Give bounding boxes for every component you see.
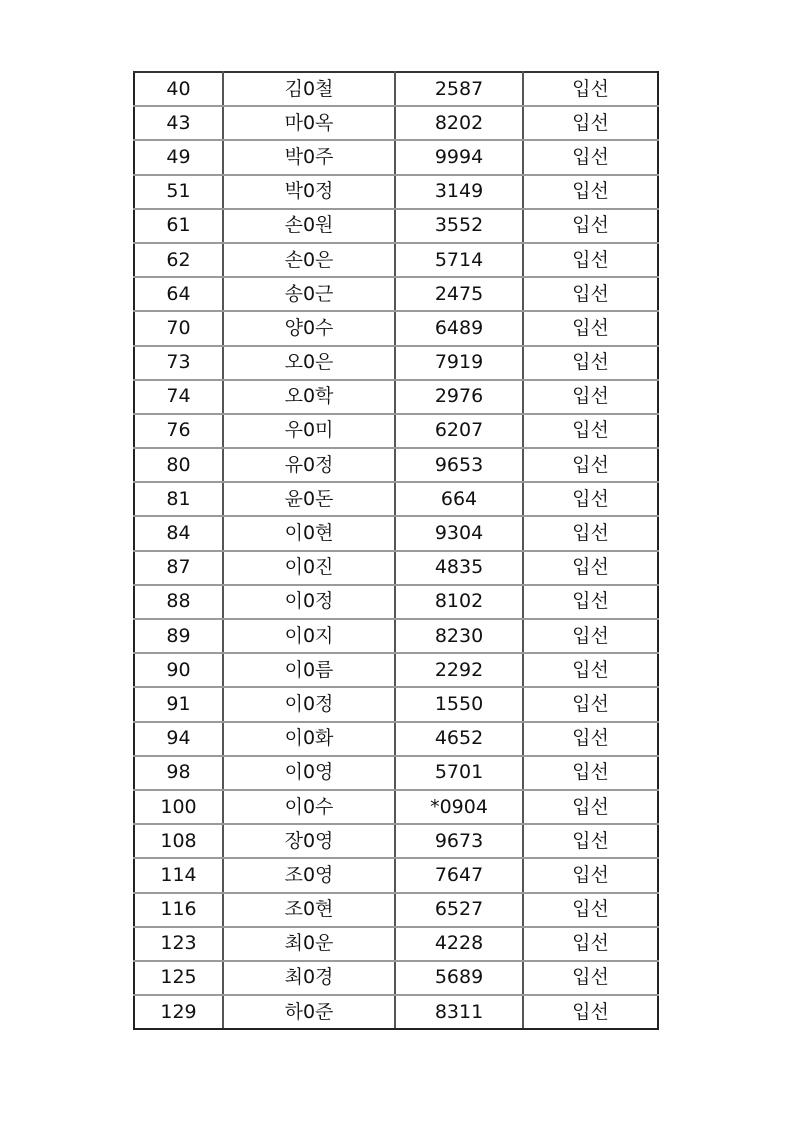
entry-number-cell: 62: [134, 243, 223, 277]
table-row: [134, 311, 658, 345]
phone-suffix-cell: 3149: [395, 175, 523, 209]
award-result-cell: 입선: [523, 140, 658, 174]
entrant-name-cell: 최0경: [223, 961, 395, 995]
award-result-cell: 입선: [523, 858, 658, 892]
award-result-cell: 입선: [523, 175, 658, 209]
phone-suffix-cell: 7647: [395, 858, 523, 892]
entrant-name-cell: 조0영: [223, 858, 395, 892]
entrant-name-cell: 장0영: [223, 824, 395, 858]
phone-suffix-cell: 5714: [395, 243, 523, 277]
entrant-name-cell: 이0현: [223, 516, 395, 550]
award-result-cell: 입선: [523, 961, 658, 995]
entrant-name-cell: 이0름: [223, 653, 395, 687]
entrant-name-cell: 윤0돈: [223, 482, 395, 516]
entrant-name-cell: 박0정: [223, 175, 395, 209]
phone-suffix-cell: 5689: [395, 961, 523, 995]
award-result-cell: 입선: [523, 243, 658, 277]
results-table: [133, 71, 659, 1030]
award-result-cell: 입선: [523, 516, 658, 550]
table-row: [134, 653, 658, 687]
award-result-cell: 입선: [523, 619, 658, 653]
award-result-cell: 입선: [523, 106, 658, 140]
table-row: [134, 927, 658, 961]
phone-suffix-cell: 9673: [395, 824, 523, 858]
table-row: [134, 824, 658, 858]
entry-number-cell: 80: [134, 448, 223, 482]
phone-suffix-cell: 4228: [395, 927, 523, 961]
entrant-name-cell: 조0현: [223, 893, 395, 927]
table-row: [134, 277, 658, 311]
table-row: [134, 756, 658, 790]
table-row: [134, 961, 658, 995]
award-result-cell: 입선: [523, 653, 658, 687]
phone-suffix-cell: 1550: [395, 687, 523, 721]
phone-suffix-cell: 2292: [395, 653, 523, 687]
table-row: [134, 893, 658, 927]
entry-number-cell: 70: [134, 311, 223, 345]
entry-number-cell: 74: [134, 380, 223, 414]
award-result-cell: 입선: [523, 380, 658, 414]
phone-suffix-cell: 6207: [395, 414, 523, 448]
phone-suffix-cell: 3552: [395, 209, 523, 243]
entry-number-cell: 87: [134, 551, 223, 585]
phone-suffix-cell: 2587: [395, 72, 523, 106]
phone-suffix-cell: 6489: [395, 311, 523, 345]
table-row: [134, 687, 658, 721]
phone-suffix-cell: 4835: [395, 551, 523, 585]
award-result-cell: 입선: [523, 687, 658, 721]
entry-number-cell: 88: [134, 585, 223, 619]
table-row: [134, 106, 658, 140]
entrant-name-cell: 박0주: [223, 140, 395, 174]
award-result-cell: 입선: [523, 311, 658, 345]
entry-number-cell: 43: [134, 106, 223, 140]
award-result-cell: 입선: [523, 722, 658, 756]
entrant-name-cell: 우0미: [223, 414, 395, 448]
award-result-cell: 입선: [523, 824, 658, 858]
entry-number-cell: 49: [134, 140, 223, 174]
entry-number-cell: 73: [134, 346, 223, 380]
table-row: [134, 722, 658, 756]
table-row: [134, 516, 658, 550]
award-result-cell: 입선: [523, 927, 658, 961]
phone-suffix-cell: 8311: [395, 995, 523, 1029]
results-table-body: [134, 72, 658, 1029]
entrant-name-cell: 손0원: [223, 209, 395, 243]
entry-number-cell: 61: [134, 209, 223, 243]
entry-number-cell: 125: [134, 961, 223, 995]
entry-number-cell: 108: [134, 824, 223, 858]
phone-suffix-cell: 5701: [395, 756, 523, 790]
award-result-cell: 입선: [523, 551, 658, 585]
phone-suffix-cell: 4652: [395, 722, 523, 756]
entry-number-cell: 114: [134, 858, 223, 892]
entry-number-cell: 100: [134, 790, 223, 824]
entry-number-cell: 94: [134, 722, 223, 756]
award-result-cell: 입선: [523, 790, 658, 824]
entrant-name-cell: 오0학: [223, 380, 395, 414]
award-result-cell: 입선: [523, 756, 658, 790]
award-result-cell: 입선: [523, 414, 658, 448]
award-result-cell: 입선: [523, 585, 658, 619]
entrant-name-cell: 손0은: [223, 243, 395, 277]
entry-number-cell: 89: [134, 619, 223, 653]
table-row: [134, 175, 658, 209]
table-row: [134, 858, 658, 892]
entry-number-cell: 81: [134, 482, 223, 516]
entrant-name-cell: 유0정: [223, 448, 395, 482]
entrant-name-cell: 하0준: [223, 995, 395, 1029]
table-row: [134, 140, 658, 174]
table-row: [134, 380, 658, 414]
entry-number-cell: 123: [134, 927, 223, 961]
entrant-name-cell: 오0은: [223, 346, 395, 380]
table-row: [134, 209, 658, 243]
table-row: [134, 243, 658, 277]
phone-suffix-cell: 9994: [395, 140, 523, 174]
phone-suffix-cell: 9304: [395, 516, 523, 550]
entry-number-cell: 40: [134, 72, 223, 106]
phone-suffix-cell: 7919: [395, 346, 523, 380]
entrant-name-cell: 이0진: [223, 551, 395, 585]
entry-number-cell: 76: [134, 414, 223, 448]
phone-suffix-cell: 6527: [395, 893, 523, 927]
table-row: [134, 414, 658, 448]
entry-number-cell: 116: [134, 893, 223, 927]
entrant-name-cell: 이0정: [223, 687, 395, 721]
phone-suffix-cell: 8202: [395, 106, 523, 140]
table-row: [134, 448, 658, 482]
phone-suffix-cell: *0904: [395, 790, 523, 824]
entrant-name-cell: 이0지: [223, 619, 395, 653]
entry-number-cell: 98: [134, 756, 223, 790]
table-row: [134, 585, 658, 619]
table-row: [134, 346, 658, 380]
entry-number-cell: 91: [134, 687, 223, 721]
entrant-name-cell: 이0화: [223, 722, 395, 756]
entry-number-cell: 129: [134, 995, 223, 1029]
table-row: [134, 482, 658, 516]
entry-number-cell: 64: [134, 277, 223, 311]
phone-suffix-cell: 664: [395, 482, 523, 516]
entrant-name-cell: 송0근: [223, 277, 395, 311]
table-row: [134, 72, 658, 106]
entrant-name-cell: 마0옥: [223, 106, 395, 140]
entrant-name-cell: 이0영: [223, 756, 395, 790]
table-row: [134, 790, 658, 824]
entrant-name-cell: 양0수: [223, 311, 395, 345]
table-row: [134, 551, 658, 585]
award-result-cell: 입선: [523, 448, 658, 482]
entry-number-cell: 51: [134, 175, 223, 209]
phone-suffix-cell: 8102: [395, 585, 523, 619]
entry-number-cell: 90: [134, 653, 223, 687]
entry-number-cell: 84: [134, 516, 223, 550]
award-result-cell: 입선: [523, 277, 658, 311]
entrant-name-cell: 김0철: [223, 72, 395, 106]
award-result-cell: 입선: [523, 209, 658, 243]
entrant-name-cell: 이0정: [223, 585, 395, 619]
award-result-cell: 입선: [523, 482, 658, 516]
table-row: [134, 995, 658, 1029]
phone-suffix-cell: 2976: [395, 380, 523, 414]
phone-suffix-cell: 9653: [395, 448, 523, 482]
entrant-name-cell: 최0운: [223, 927, 395, 961]
entrant-name-cell: 이0수: [223, 790, 395, 824]
award-result-cell: 입선: [523, 346, 658, 380]
phone-suffix-cell: 2475: [395, 277, 523, 311]
award-result-cell: 입선: [523, 72, 658, 106]
award-result-cell: 입선: [523, 995, 658, 1029]
table-row: [134, 619, 658, 653]
award-result-cell: 입선: [523, 893, 658, 927]
phone-suffix-cell: 8230: [395, 619, 523, 653]
